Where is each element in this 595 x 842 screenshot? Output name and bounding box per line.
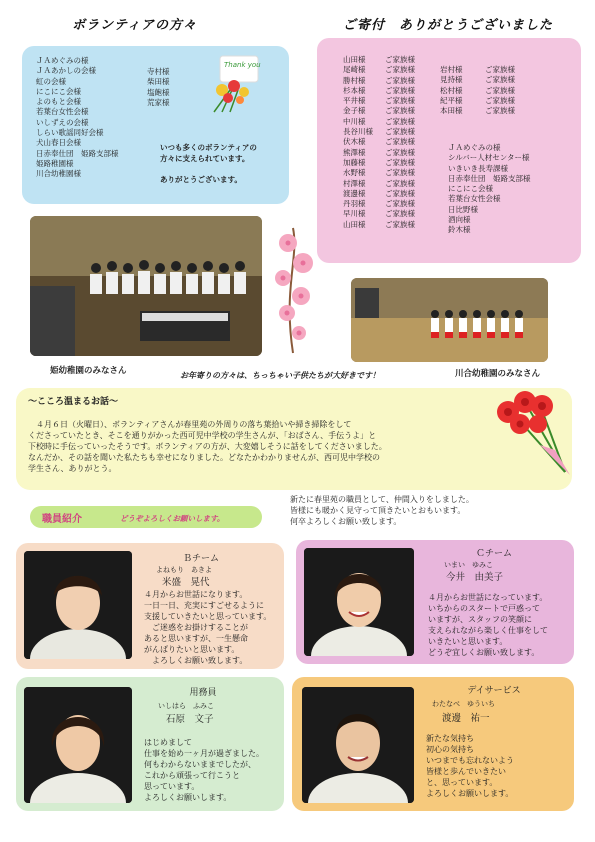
donor-family: ご家族様: [385, 116, 415, 126]
donor-name: 杉本様: [343, 85, 366, 95]
donor-family: ご家族様: [385, 106, 415, 116]
donor-org: 酒向様: [448, 215, 471, 225]
name-furigana: いしはら ふみこ: [158, 702, 214, 710]
staff-card-b-team: [16, 543, 284, 669]
message-line: これから頑張って行こうと: [144, 771, 240, 780]
volunteer-item: いしずえの会様: [36, 117, 89, 127]
staff-name: 渡邊 祐一: [442, 713, 490, 724]
message-line: がんばりたいと思います。: [144, 645, 240, 654]
staff-message: [428, 592, 548, 658]
donor-family: ご家族様: [385, 55, 415, 64]
thank-you-card-illustration: [200, 54, 262, 116]
message-line: 方々に支えられています。: [160, 154, 250, 163]
story-line: ４月６日（火曜日）、ボランティアさんが春里苑の外周りの落ち葉拾いや掃き掃除をして: [28, 420, 352, 429]
staff-label-banner: [30, 506, 262, 528]
message-line: よろしくお願いします。: [426, 789, 514, 798]
volunteer-item: 柴田様: [147, 77, 170, 87]
message-line: 新たな気持ち: [426, 734, 474, 743]
caption-left: 姫幼稚園のみなさん: [50, 366, 127, 376]
message-line: いちからのスタートで戸惑って: [428, 604, 540, 613]
volunteer-item: 日赤奉仕団 姫路支部様: [36, 148, 119, 158]
story-title: ～こころ温まるお話～: [28, 397, 119, 407]
volunteer-item: しらい歌謡同好会様: [36, 128, 104, 138]
donor-org: にこにこ会様: [448, 184, 493, 194]
donor-family-1: [385, 55, 415, 230]
team-name: Ｃチーム: [475, 549, 512, 559]
volunteers-box: [22, 46, 289, 204]
donor-names-1: [343, 55, 373, 230]
story-line: なんだか、その話を聞いた私たちも幸せになりました。どなたかわかりませんが、西可児中学校の: [28, 453, 380, 462]
donor-name: 山田様: [343, 55, 366, 64]
volunteer-item: 寺村様: [147, 67, 170, 76]
donor-org: いきいき長寿課様: [448, 163, 508, 173]
team-name: 用務員: [189, 688, 217, 698]
message-line: 支えられながら楽しく仕事をして: [428, 626, 548, 635]
name-furigana: わたなべ ゆういち: [432, 700, 495, 708]
team-name: デイサービス: [467, 686, 521, 696]
volunteer-item: 犬山春日会様: [36, 138, 81, 148]
volunteer-item: ＪＡめぐみの様: [36, 56, 89, 65]
message-line: 思っています。: [144, 782, 200, 791]
staff-card-c-team: [296, 540, 574, 664]
donor-name: 渡邊様: [343, 188, 366, 198]
donor-name: 尾崎様: [343, 65, 366, 75]
message-line: いきたいと思います。: [428, 637, 508, 646]
story-line: くださっていたとき、そこを通りがかった西可児中学校の学生さんが、「おばさん、手伝うよ」と: [28, 431, 377, 440]
volunteer-item: 若葉台女性会様: [36, 107, 89, 117]
donor-organizations: [448, 143, 531, 236]
donations-box: [317, 38, 581, 263]
staff-message: [144, 589, 271, 666]
volunteer-item: よのもと会様: [36, 97, 81, 107]
kindergarten-choir-photo: [30, 216, 262, 356]
donor-name: 紀平様: [440, 95, 463, 105]
message-line: 一日一日、充実にすごせるように: [144, 601, 264, 610]
donor-family: ご家族様: [385, 147, 415, 157]
staff-label: 職員紹介: [42, 514, 82, 525]
donor-family: ご家族様: [385, 65, 415, 75]
volunteer-item: ＪＡあかしの会様: [36, 66, 96, 76]
caption-center: お年寄りの方々は、ちっちゃい子供たちが大好きです！: [180, 371, 380, 380]
kawai-kindergarten-photo: [351, 278, 548, 362]
donor-names-2: [440, 65, 463, 116]
donor-family: ご家族様: [485, 106, 515, 116]
donor-name: 熊澤様: [343, 147, 366, 157]
message-line: 初心の気持ち: [426, 745, 474, 754]
message-line: と、思っています。: [426, 778, 498, 787]
story-text: [28, 419, 387, 474]
donor-family: ご家族様: [485, 65, 515, 74]
donor-name: 岩村様: [440, 65, 463, 74]
message-line: ４月からお世話になっています。: [428, 593, 548, 602]
message-line: はじめまして: [144, 738, 192, 747]
staff-card-maintenance: [16, 677, 284, 811]
donor-name: 長谷川様: [343, 127, 373, 137]
team-name: Ｂチーム: [182, 554, 219, 564]
donor-org: 日比野様: [448, 204, 478, 214]
donor-family: ご家族様: [385, 85, 415, 95]
message-line: いつも多くのボランティアの: [160, 143, 257, 152]
message-line: ４月からお世話になります。: [144, 590, 248, 599]
donor-org: 日赤奉仕団 姫路支部様: [448, 173, 531, 183]
volunteer-item: 塩飽様: [147, 87, 170, 97]
donor-name: 伏木様: [343, 137, 366, 147]
donor-name: 金子様: [343, 106, 366, 116]
volunteer-list-1: [36, 56, 119, 180]
donor-name: 山田様: [343, 219, 366, 229]
volunteers-title: ボランティアの方々: [72, 18, 197, 33]
intro-line: 皆様にも暖かく見守って頂きたいとおもいます。: [290, 506, 466, 515]
staff-photo: [304, 548, 414, 656]
story-line: 下校時に手伝っていったそうです。ボランティアの方が、大変嬉しそうに話をしてくださいました。: [28, 442, 387, 451]
volunteer-item: 荒家様: [147, 97, 170, 107]
donor-family: ご家族様: [485, 75, 515, 85]
message-line: 支援していきたいと思っています。: [144, 612, 272, 621]
message-line: 皆様と歩んでいきたい: [426, 767, 506, 776]
donor-org: 若葉台女性会様: [448, 194, 501, 204]
thank-you-card-text: Thank you: [224, 61, 261, 69]
donor-name: 本田様: [440, 106, 463, 116]
donor-org: 鈴木様: [448, 225, 471, 235]
donor-name: 早川様: [343, 209, 366, 219]
staff-name: 今井 由美子: [446, 572, 504, 583]
donor-name: 勝村様: [343, 75, 366, 85]
message-line: 何もわからないままでしたが、: [144, 760, 256, 769]
donor-name: 丹羽様: [343, 199, 366, 209]
staff-photo: [302, 687, 414, 803]
donor-family: ご家族様: [385, 137, 415, 147]
staff-intro: [290, 494, 474, 527]
staff-message: [144, 737, 264, 803]
volunteers-message: [160, 142, 257, 185]
donor-name: 水野様: [343, 168, 366, 178]
donor-family: ご家族様: [385, 127, 415, 137]
message-line: 仕事を始め一ヶ月が過ぎました。: [144, 749, 264, 758]
staff-message: [426, 733, 514, 799]
donor-name: 村澤様: [343, 178, 366, 188]
volunteer-item: 姫路稚園様: [36, 158, 74, 168]
message-line: よろしくお願い致します。: [152, 656, 248, 665]
message-line: どうぞ宜しくお願い致します。: [428, 648, 540, 657]
staff-card-day-service: [292, 677, 574, 811]
donor-family: ご家族様: [385, 96, 415, 106]
message-line: いつまでも忘れないよう: [426, 756, 514, 765]
donor-family: ご家族様: [385, 209, 415, 219]
donor-family: ご家族様: [385, 178, 415, 188]
name-furigana: よねもり あきよ: [156, 566, 212, 574]
message-line: ありがとうございます。: [160, 175, 242, 184]
caption-right: 川合幼稚園のみなさん: [455, 369, 541, 379]
message-line: あると思いますが、一生懸命: [144, 634, 248, 643]
donor-org: ＪＡめぐみの様: [448, 143, 501, 152]
donor-name: 加藤様: [343, 157, 366, 167]
donor-name: 平井様: [343, 96, 366, 106]
donor-name: 中川様: [343, 116, 366, 126]
staff-name: 石原 文子: [166, 714, 214, 725]
staff-tagline: どうぞよろしくお願いします。: [120, 514, 225, 523]
story-line: 学生さん、ありがとう。: [28, 464, 117, 473]
donor-family: ご家族様: [385, 188, 415, 198]
message-line: よろしくお願いします。: [144, 793, 232, 802]
message-line: いますが、スタッフの笑顔に: [428, 615, 532, 624]
donor-name: 見持様: [440, 75, 463, 85]
carnation-bouquet-illustration: [480, 390, 580, 480]
donor-family: ご家族様: [385, 75, 415, 85]
message-line: ご迷惑をお掛けすることが: [152, 623, 248, 632]
donor-org: シルバー人材センター様: [448, 153, 530, 163]
staff-photo: [24, 551, 132, 659]
donor-family: ご家族様: [385, 168, 415, 178]
donor-family: ご家族様: [485, 85, 515, 95]
sakura-illustration: [263, 218, 325, 358]
donor-family-2: [485, 65, 515, 116]
intro-line: 何卒よろしくお願い致します。: [290, 517, 402, 526]
volunteer-item: 虹の会様: [36, 76, 66, 86]
staff-name: 米盛 晃代: [162, 577, 210, 588]
staff-photo: [24, 687, 132, 803]
donor-family: ご家族様: [385, 157, 415, 167]
intro-line: 新たに春里苑の職員として、仲間入りをしました。: [290, 495, 474, 504]
volunteer-list-2: [147, 67, 170, 108]
donations-title: ご寄付 ありがとうございました: [343, 18, 554, 33]
donor-name: 松村様: [440, 85, 463, 95]
volunteer-item: にこにこ会様: [36, 86, 81, 96]
donor-family: ご家族様: [485, 95, 515, 105]
name-furigana: いまい ゆみこ: [444, 561, 493, 569]
donor-family: ご家族様: [385, 219, 415, 229]
donor-family: ご家族様: [385, 199, 415, 209]
volunteer-item: 川合幼稚園様: [36, 169, 81, 179]
